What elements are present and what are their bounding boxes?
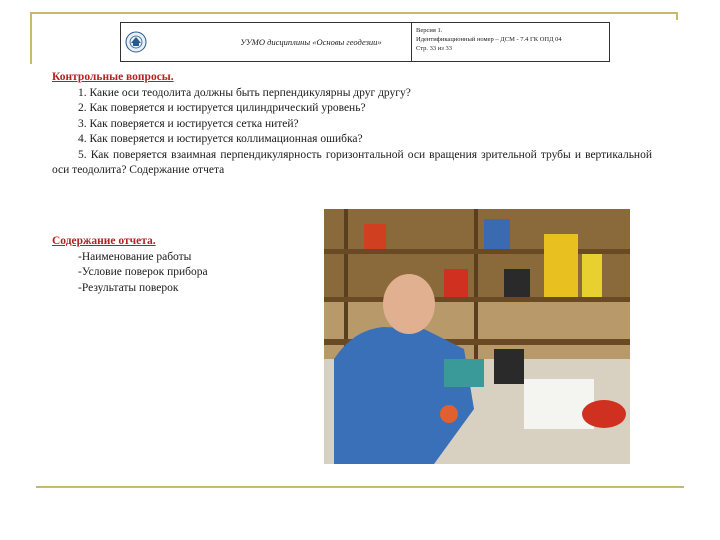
bottom-rule: [36, 486, 684, 488]
report-section: [52, 234, 312, 296]
report-item: -Условие поверок прибора: [78, 266, 208, 278]
top-rule-right: [676, 12, 678, 20]
report-heading: Содержание отчета.: [52, 235, 156, 247]
ident-label: Идентификационный номер – ДСМ - 7.4 ГК ОПД 04: [416, 36, 562, 43]
top-rule-left: [30, 12, 32, 64]
question-item: 2. Как поверяется и юстируется цилиндрический уровень?: [78, 102, 366, 114]
document-meta: [411, 23, 609, 61]
question-item: 4. Как поверяется и юстируется коллимационная ошибка?: [78, 133, 363, 145]
questions-section: [52, 70, 652, 179]
questions-heading: Контрольные вопросы.: [52, 71, 174, 83]
top-rule: [30, 12, 676, 14]
report-item: -Результаты поверок: [78, 281, 179, 294]
version-label: Версия 1.: [416, 27, 443, 34]
question-item: 1. Какие оси теодолита должны быть перпендикулярны друг другу?: [78, 86, 411, 99]
report-item: -Наименование работы: [78, 250, 192, 263]
lab-photo: [324, 209, 630, 464]
university-emblem-icon: [121, 23, 151, 61]
question-item: 3. Как поверяется и юстируется сетка нитей?: [78, 117, 299, 130]
document-header: [120, 22, 610, 62]
question-item: 5. Как поверяется взаимная перпендикулярность горизонтальной оси вращения зрительной трубы и вертикальной оси теодолита? Содержание отчета: [52, 148, 652, 176]
page-label: Стр. 33 из 33: [416, 45, 452, 52]
discipline-title: УУМО дисциплины «Основы геодезии»: [240, 37, 382, 47]
